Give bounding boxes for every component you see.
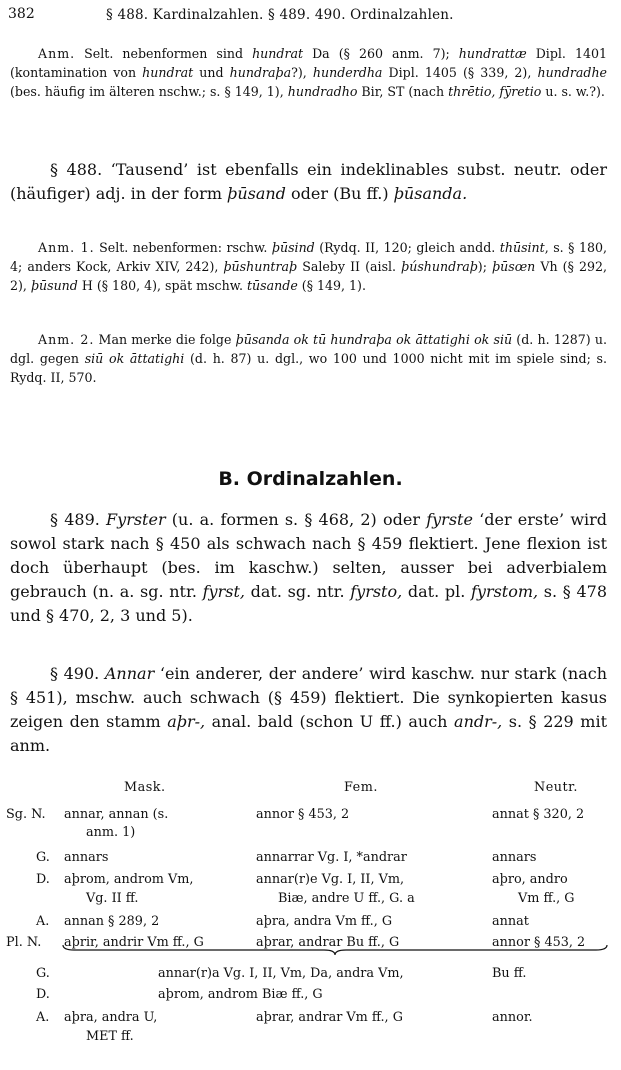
table-row: Vg. II ff. Biæ, andre U ff., G. a Vm ff., G [86,891,575,906]
paragraph-488: § 488. ‘Tausend’ ist ebenfalls ein indeklinables subst. neutr. oder (häufiger) adj. in der form þūsand oder (Bu ff.) þūsanda. [10,160,607,203]
note-anm-top: Anm. Selt. nebenformen sind hundrat Da (§ 260 anm. 7); hundrattæ Dipl. 1401 (kontamination von hundrat und hundraþa?), hunderdha Dipl. 1405 (§ 339, 2), hundradhe (bes. häufig im älteren nschw.; s. § 149, 1), hundradho Bir, ST (nach thrētio, fȳretio u. s. w.?). [10,46,608,99]
table-row: MET ff. [86,1029,134,1044]
col-head-mask: Mask. [124,780,166,795]
col-head-neutr: Neutr. [534,780,578,795]
table-row: D. aþrom, androm Vm, annar(r)e Vg. I, II, Vm, aþro, andro [36,872,568,887]
table-row: A. annan § 289, 2 aþra, andra Vm ff., G annat [36,914,529,929]
page-number: 382 [8,6,35,22]
table-row: A. aþra, andra U, aþrar, andrar Vm ff., G annor. [36,1010,533,1025]
table-row: G. annar(r)a Vg. I, II, Vm, Da, andra Vm, Bu ff. [36,966,527,981]
note-anm-2: Anm. 2. Man merke die folge þūsanda ok tū hundraþa ok āttatighi ok siū (d. h. 1287) u. dgl. gegen siū ok āttatighi (d. h. 87) u. dgl., wo 100 und 1000 nicht mit im spiele sind; s. Rydq. II, 570. [10,332,608,385]
section-heading: B. Ordinalzahlen. [218,468,403,490]
table-row: Pl. N. aþrir, andrir Vm ff., G aþrar, andrar Bu ff., G annor § 453, 2 [6,935,586,950]
plural-brace [62,944,608,956]
running-title: § 488. Kardinalzahlen. § 489. 490. Ordinalzahlen. [106,7,454,23]
table-header-row [6,780,611,800]
table-row: anm. 1) [86,825,136,840]
paragraph-489: § 489. Fyrster (u. a. formen s. § 468, 2) oder fyrste ‘der erste’ wird sowol stark nach § 450 als schwach nach § 459 flektiert. Jene flexion ist doch überhaupt (bes. im kaschw.) selten, ausser bei adverbialem gebrauch (n. a. sg. ntr. fyrst, dat. sg. ntr. fyrsto, dat. pl. fyrstom, s. § 478 und § 470, 2, 3 und 5). [10,510,608,625]
table-row: G. annars annarrar Vg. I, *andrar annars [36,850,537,865]
table-row: Sg. N. annar, annan (s. annor § 453, 2 annat § 320, 2 [6,807,585,822]
table-row: D. aþrom, androm Biæ ff., G [36,987,323,1002]
paragraph-490: § 490. Annar ‘ein anderer, der andere’ wird kaschw. nur stark (nach § 451), mschw. auch schwach (§ 459) flektiert. Die synkopierten kasus zeigen den stamm aþr-, anal. bald (schon U ff.) auch andr-, s. § 229 mit anm. [10,664,607,755]
page-header [8,6,613,28]
col-head-fem: Fem. [344,780,378,795]
note-anm-1: Anm. 1. Selt. nebenformen: rschw. þūsind (Rydq. II, 120; gleich andd. thūsint, s. § 180, 4; anders Kock, Arkiv XIV, 242), þūshuntraþ Saleby II (aisl. þúshundraþ); þūsœn Vh (§ 292, 2), þūsund H (§ 180, 4), spät mschw. tūsande (§ 149, 1). [10,240,608,293]
